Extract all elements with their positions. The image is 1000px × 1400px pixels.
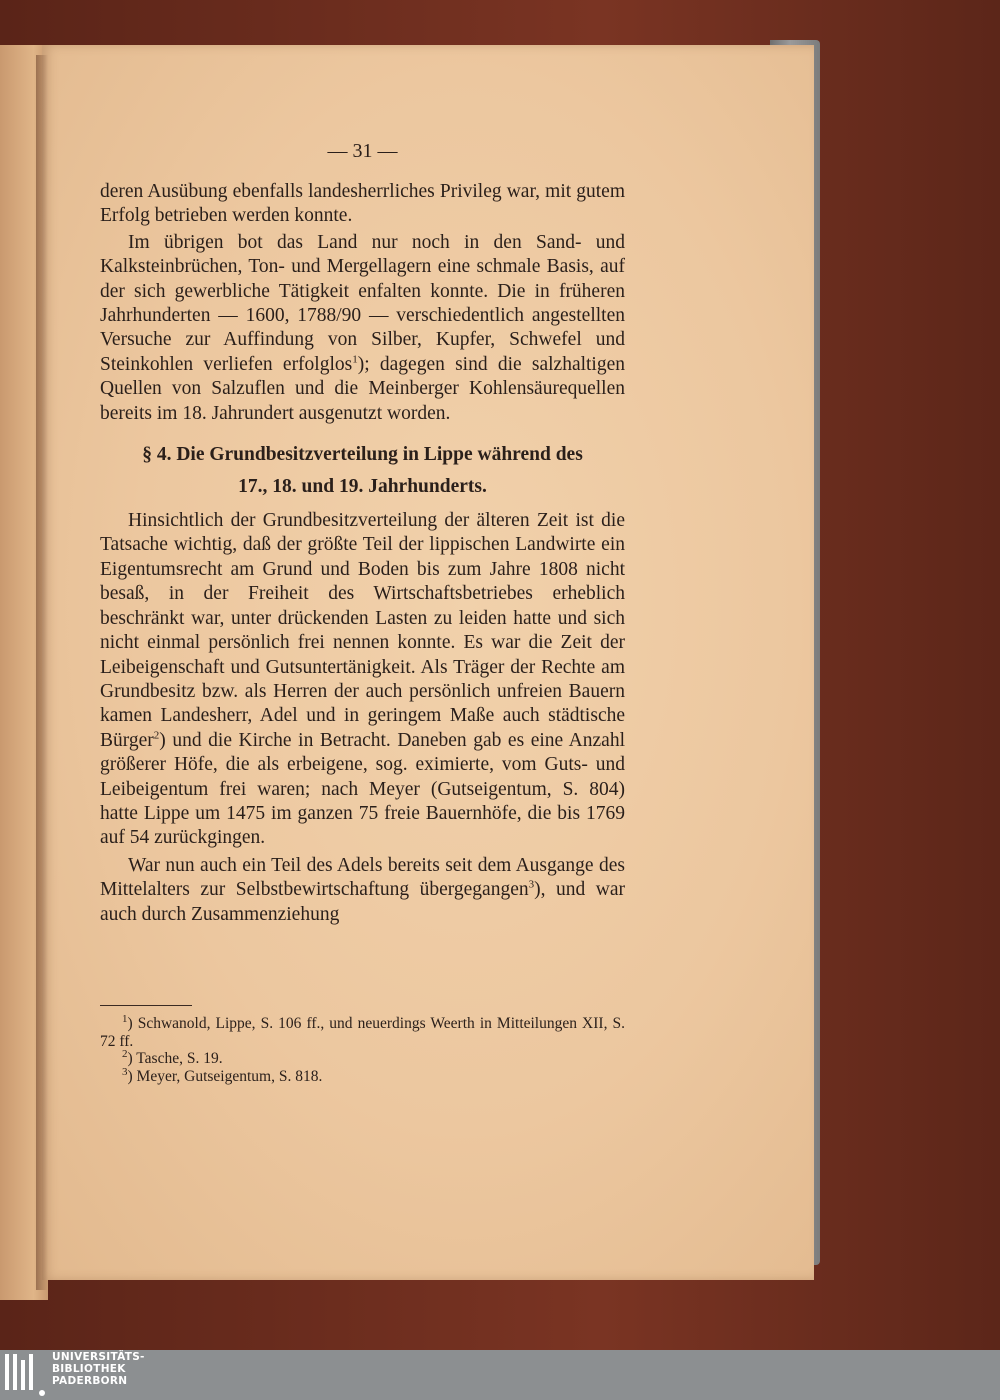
- paragraph-2: Im übrigen bot das Land nur noch in den Sand- und Kalksteinbrüchen, Ton- und Mergellagern eine schmale Basis, auf der sich gewerbliche Tätigkeit enfalten konnte. Die in früheren Jahrhunderten — 1600, 1788/90 — verschiedentlich angestellten Versuche zur Auffindung von Silber, Kupfer, Schwefel und Steinkohlen verliefen erfolglos$^1$); dagegen sind die salzhaltigen Quellen von Salzuflen und die Meinberger Kohlensäurequellen bereits im 18. Jahrundert ausgenutzt worden.: [100, 231, 626, 424]
- footnote-1-mark: 1: [122, 1012, 128, 1025]
- paragraph-4-text: War nun auch ein Teil des Adels bereits seit dem Ausgange des Mittelalters zur Selbstbewirtschaftung übergegangen: [100, 854, 625, 901]
- section-heading-line-2: 17., 18. und 19. Jahrhunderts.: [238, 476, 487, 498]
- page-gutter-shadow: [36, 55, 48, 1290]
- section-heading: [100, 439, 625, 503]
- paragraph-4: War nun auch ein Teil des Adels bereits seit dem Ausgange des Mittelalters zur Selbstbewirtschaftung übergegangen$^3$), und war auch durch Zusammenziehung: [100, 854, 625, 925]
- footnote-3-mark: 3: [122, 1065, 128, 1078]
- footnote-ref-1: 1: [352, 353, 358, 366]
- paragraph-2-text: Im übrigen bot das Land nur noch in den Sand- und Kalksteinbrüchen, Ton- und Mergellagern eine schmale Basis, auf der sich gewerbliche Tätigkeit enfalten konnte. Die in früheren Jahrhunderten — 1600, 1788/90 — verschiedentlich angestellten Versuche zur Auffindung von Silber, Kupfer, Schwefel und Steinkohlen verliefen erfolglos: [100, 231, 625, 375]
- footnote-1-text: Schwanold, Lippe, S. 106 ff., und neuerdings Weerth in Mitteilungen XII, S. 72 ff.: [100, 1015, 625, 1050]
- paragraph-3: Hinsichtlich der Grundbesitzverteilung der älteren Zeit ist die Tatsache wichtig, daß der größte Teil der lippischen Landwirte ein Eigentumsrecht am Grund und Boden bis zum Jahre 1808 nicht besaß, in der Freiheit des Wirtschaftsbetriebes erheblich beschränkt war, unter drückenden Lasten zu leiden hatte und sich nicht einmal persönlich frei nennen konnte. Es war die Zeit der Leibeigenschaft und Gutsuntertänigkeit. Als Träger der Rechte am Grundbesitz bzw. als Herren der auch persönlich unfreien Bauern kamen Landesherr, Adel und in geringem Maße auch städtische Bürger$^2$) und die Kirche in Betracht. Daneben gab es eine Anzahl größerer Höfe, die als erbeigene, sog. eximierte, vom Guts- und Leibeigentum frei waren; nach Meyer (Gutseigentum, S. 804) hatte Lippe um 1475 im ganzen 75 freie Bauernhöfe, die bis 1769 auf 54 zurückgingen.: [100, 510, 625, 849]
- paragraph-3-tail: und die Kirche in Betracht. Daneben gab es eine Anzahl größerer Höfe, die als erbeigene, sog. eximierte, vom Guts- und Leibeigentum frei waren; nach Meyer (Gutseigentum, S. 804) hatte Lippe um 1475 im ganzen 75 freie Bauernhöfe, die bis 1769 auf 54 zurückgingen.: [100, 729, 625, 849]
- library-logo-line-1: UNIVERSITÄTS-: [52, 1351, 145, 1363]
- footnote-2-mark: 2: [122, 1047, 128, 1060]
- footnote-ref-3: 3: [528, 878, 535, 891]
- paragraph-3-text: Hinsichtlich der Grundbesitzverteilung der älteren Zeit ist die Tatsache wichtig, daß der größte Teil der lippischen Landwirte ein Eigentumsrecht am Grund und Boden bis zum Jahre 1808 nicht besaß, in der Freiheit des Wirtschaftsbetriebes erheblich beschränkt war, unter drückenden Lasten zu leiden hatte und sich nicht einmal persönlich frei nennen konnte. Es war die Zeit der Leibeigenschaft und Gutsuntertänigkeit. Als Träger der Rechte am Grundbesitz bzw. als Herren der auch persönlich unfreien Bauern kamen Landesherr, Adel und in geringem Maße auch städtische Bürger: [100, 510, 625, 751]
- main-text: [100, 180, 625, 927]
- paragraph-1: deren Ausübung ebenfalls landesherrliches Privileg war, mit gutem Erfolg betrieben werden konnte.: [100, 181, 625, 227]
- footnote-ref-2: 2: [153, 729, 160, 742]
- library-footer-bar: [0, 1350, 1000, 1400]
- paragraph-2-tail: ; dagegen sind die salzhaltigen Quellen von Salzuflen und die Meinberger Kohlensäurequellen bereits im 18. Jahrundert ausgenutzt worden.: [100, 353, 626, 424]
- page-number: — 31 —: [327, 140, 398, 162]
- footnote-1: $^1$) Schwanold, Lippe, S. 106 ff., und neuerdings Weerth in Mitteilungen XII, S. 72 ff.: [100, 1012, 625, 1050]
- footnotes: [100, 1012, 625, 1085]
- paragraph-4-tail: , und war auch durch Zusammenziehung: [100, 879, 625, 925]
- footnote-3-text: Meyer, Gutseigentum, S. 818.: [136, 1067, 323, 1085]
- library-logo-line-3: PADERBORN: [52, 1375, 128, 1387]
- footnote-rule: [100, 1005, 192, 1006]
- footnote-2: $^2$) Tasche, S. 19.: [122, 1047, 223, 1067]
- library-logo-line-2: BIBLIOTHEK: [52, 1363, 126, 1375]
- footnote-2-text: Tasche, S. 19.: [136, 1050, 223, 1067]
- section-heading-line-1: § 4. Die Grundbesitzverteilung in Lippe während des: [142, 444, 583, 466]
- library-logo-text: [52, 1351, 145, 1387]
- footnote-3: $^3$) Meyer, Gutseigentum, S. 818.: [122, 1065, 323, 1085]
- library-logo-icon: [5, 1354, 45, 1396]
